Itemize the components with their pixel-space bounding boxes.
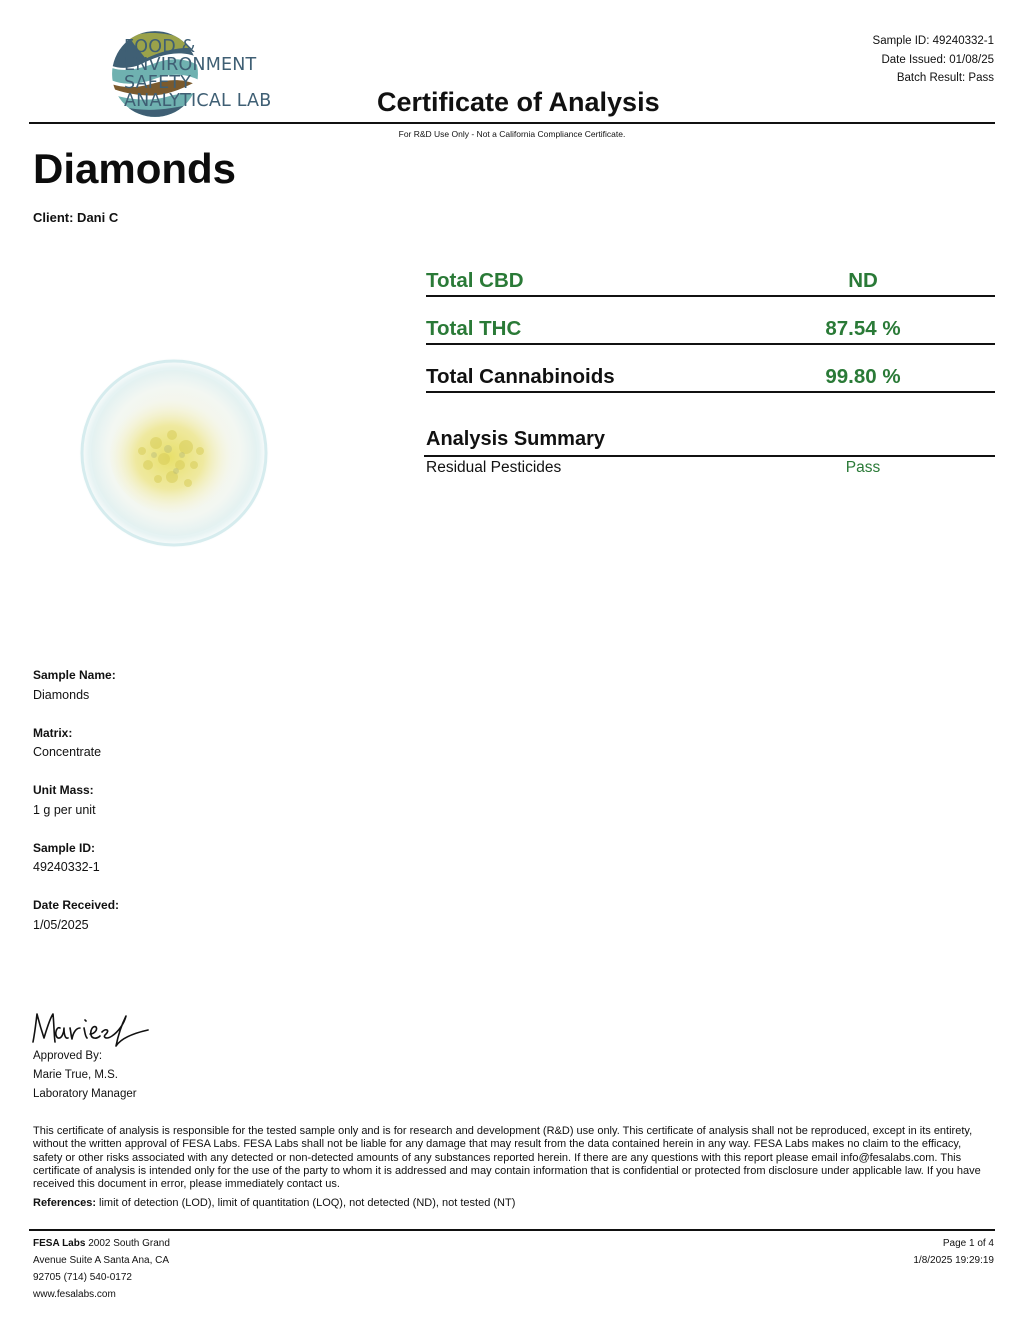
sample-name-value: Diamonds bbox=[33, 688, 90, 702]
total-cbd-value: ND bbox=[848, 269, 878, 292]
logo-wordmark bbox=[124, 38, 271, 110]
footer-website: www.fesalabs.com bbox=[33, 1289, 116, 1300]
date-received-label: Date Received: bbox=[33, 898, 120, 912]
total-cbd-label: Total CBD bbox=[426, 269, 524, 292]
header-meta bbox=[873, 32, 994, 88]
total-cannabinoids-label: Total Cannabinoids bbox=[426, 365, 615, 388]
matrix-value: Concentrate bbox=[33, 745, 102, 759]
page-title: Certificate of Analysis bbox=[377, 87, 660, 117]
sample-photo bbox=[76, 355, 272, 551]
sample-name-label: Sample Name: bbox=[33, 668, 116, 682]
sample-id-value: 49240332-1 bbox=[33, 860, 100, 874]
footer-page-info bbox=[913, 1235, 994, 1269]
analysis-summary-title: Analysis Summary bbox=[426, 428, 605, 450]
total-cannabinoids-value: 99.80 % bbox=[825, 365, 901, 388]
footer-address-line1: 2002 South Grand bbox=[85, 1238, 170, 1249]
logo-line-3: SAFETY bbox=[124, 73, 192, 93]
header-divider bbox=[29, 122, 995, 124]
footer-address-line2: Avenue Suite A Santa Ana, CA bbox=[33, 1255, 170, 1266]
analysis-summary-divider bbox=[424, 455, 995, 457]
logo-line-4: ANALYTICAL LAB bbox=[124, 91, 272, 111]
approved-by-label: Approved By: bbox=[33, 1050, 103, 1062]
sample-id-line: Sample ID: 49240332-1 bbox=[872, 35, 994, 47]
total-cannabinoids-row bbox=[426, 343, 995, 393]
logo-line-1: FOOD & bbox=[124, 37, 196, 57]
analysis-result: Pass bbox=[845, 459, 881, 476]
date-received-value: 1/05/2025 bbox=[33, 918, 89, 932]
logo-line-2: ENVIRONMENT bbox=[124, 55, 257, 75]
approver-name: Marie True, M.S. bbox=[33, 1069, 118, 1081]
rd-use-note: For R&D Use Only - Not a California Compliance Certificate. bbox=[398, 129, 626, 139]
signature-image bbox=[30, 1006, 155, 1052]
total-thc-row bbox=[426, 295, 995, 345]
references bbox=[33, 1197, 515, 1209]
unit-mass-value: 1 g per unit bbox=[33, 803, 96, 817]
analysis-name: Residual Pesticides bbox=[426, 459, 562, 476]
total-thc-value: 87.54 % bbox=[825, 317, 901, 340]
disclaimer-text: This certificate of analysis is responsible for the tested sample only and is for research and development (R&D) use only. This certificate of analysis shall not be reproduced, except in its entirety, without the written approval of FESA Labs. FESA Labs shall not be liable for any damage that may result from the data contained herein in any way. FESA Labs makes no claim to the efficacy, safety or other risks associated with any detected or non-detected amounts of any substances reported herein. If there are any questions with this report please email info@fesalabs.com. This certificate of analysis is intended only for the use of the party to whom it is addressed and may contain information that is confidential or protected from disclosure under applicable law. If you have received this document in error, please immediately contact us. bbox=[33, 1125, 981, 1191]
batch-result-line: Batch Result: Pass bbox=[896, 72, 994, 84]
page-number: Page 1 of 4 bbox=[942, 1238, 994, 1249]
analysis-summary-row bbox=[426, 459, 995, 479]
unit-mass-label: Unit Mass: bbox=[33, 783, 94, 797]
footer-address-line3: 92705 (714) 540-0172 bbox=[33, 1272, 132, 1283]
sample-id-label: Sample ID: bbox=[33, 841, 96, 855]
client-name: Client: Dani C bbox=[33, 210, 119, 225]
date-issued-line: Date Issued: 01/08/25 bbox=[881, 53, 994, 66]
footer-company: FESA Labs bbox=[33, 1238, 86, 1249]
total-cbd-row bbox=[426, 247, 995, 297]
matrix-label: Matrix: bbox=[33, 726, 73, 740]
total-thc-label: Total THC bbox=[426, 317, 522, 340]
print-timestamp: 1/8/2025 19:29:19 bbox=[913, 1255, 994, 1266]
references-text: limit of detection (LOD), limit of quantitation (LOQ), not detected (ND), not tested (NT) bbox=[95, 1197, 516, 1209]
references-label: References: bbox=[33, 1197, 96, 1209]
footer-address bbox=[33, 1235, 170, 1303]
approver-title: Laboratory Manager bbox=[33, 1088, 137, 1100]
product-name: Diamonds bbox=[33, 145, 237, 192]
footer-divider bbox=[29, 1229, 995, 1231]
